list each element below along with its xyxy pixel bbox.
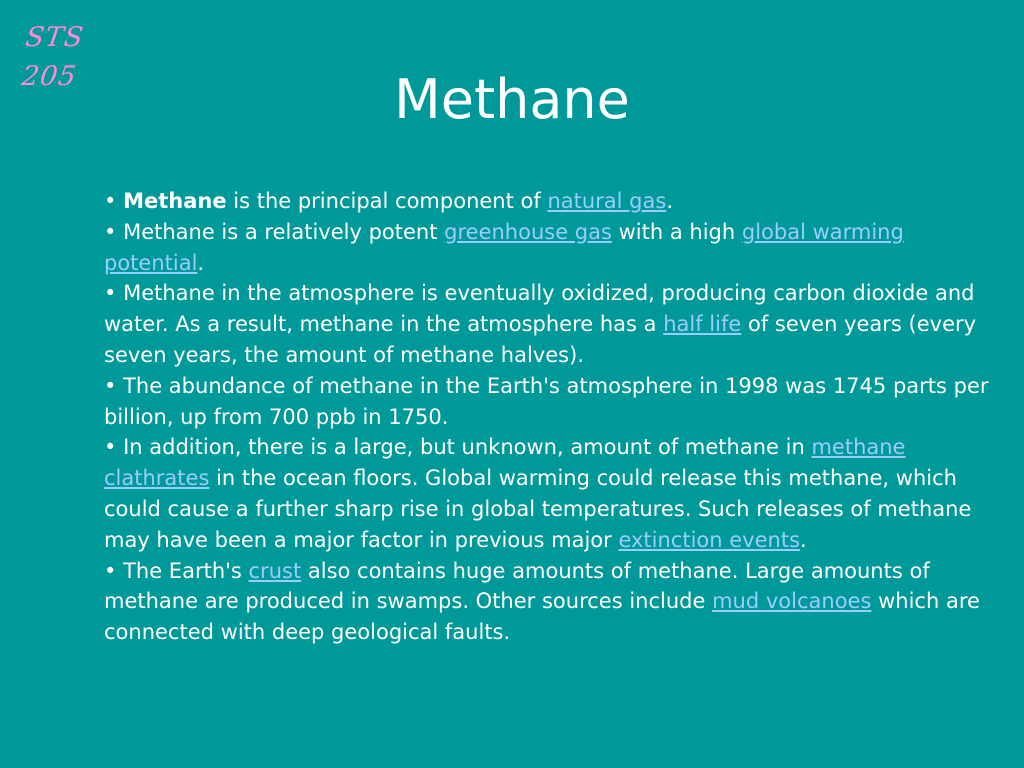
bullet-text: . <box>197 250 205 275</box>
bullet-item <box>104 432 990 555</box>
slide-title: Methane <box>394 68 630 131</box>
bullet-item <box>104 217 990 279</box>
bullet-item <box>104 371 990 433</box>
link-mud-volcanoes[interactable]: mud volcanoes <box>712 589 872 614</box>
bullet-text: with a high <box>611 219 742 244</box>
link-greenhouse-gas[interactable]: greenhouse gas <box>444 219 612 244</box>
link-global-warming-potential[interactable]: global warming potential <box>104 219 904 275</box>
bullet-item <box>104 186 990 217</box>
bullet-text: is the principal component of <box>226 189 548 213</box>
link-natural-gas[interactable]: natural gas <box>547 189 667 213</box>
link-half-life[interactable]: half life <box>663 312 742 337</box>
bullet-glyph: • <box>104 558 117 583</box>
bullet-glyph: • <box>104 435 117 460</box>
course-code-line: STS <box>23 22 86 53</box>
bullet-text: also contains huge amounts of methane. Large amounts of methane are produced in swamps. Other sources include <box>104 558 930 614</box>
bullet-text: The Earth's <box>123 558 249 583</box>
bullet-text: Methane is a relatively potent <box>123 219 445 244</box>
bullet-list <box>104 186 990 648</box>
bullet-text: of seven years (every seven years, the amount of methane halves). <box>104 312 977 367</box>
bullet-item <box>104 556 990 648</box>
link-crust[interactable]: crust <box>248 558 302 583</box>
link-methane-clathrates[interactable]: methane clathrates <box>104 435 906 491</box>
bullet-text: . <box>800 527 807 552</box>
bullet-text: . <box>666 189 673 213</box>
bullet-text: which are connected with deep geological faults. <box>104 589 980 645</box>
bullet-text: The abundance of methane in the Earth's atmosphere in 1998 was 1745 parts per billion, up from 700 ppb in 1750. <box>104 373 989 429</box>
bullet-glyph: • <box>104 281 117 306</box>
bullet-text: in the ocean floors. Global warming could release this methane, which could cause a further sharp rise in global temperatures. Such releases of methane may have been a major factor in previous major <box>104 466 972 552</box>
bullet-text: Methane in the atmosphere is eventually oxidized, producing carbon dioxide and water. As a result, methane in the atmosphere has a <box>104 281 975 337</box>
bullet-glyph: • <box>104 373 117 398</box>
course-code-line: 205 <box>19 61 79 92</box>
bullet-item <box>104 278 990 370</box>
bullet-text: In addition, there is a large, but unknown, amount of methane in <box>123 435 812 460</box>
link-extinction-events[interactable]: extinction events <box>618 527 801 552</box>
bold-term: Methane <box>123 189 227 213</box>
bullet-glyph: • <box>104 189 117 213</box>
bullet-glyph: • <box>104 219 117 244</box>
